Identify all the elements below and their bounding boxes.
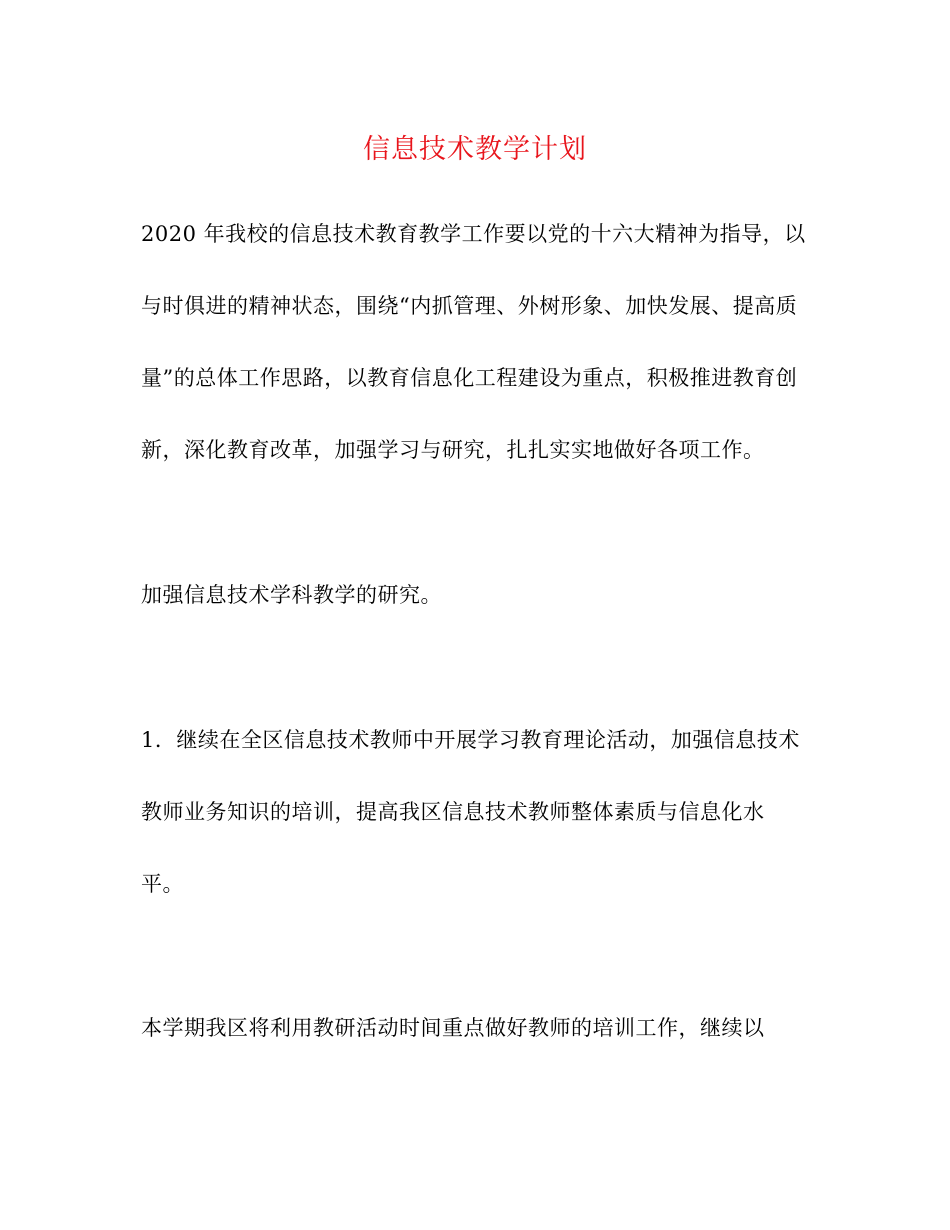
- paragraph-line: 加强信息技术学科教学的研究。: [141, 583, 442, 607]
- paragraph-line: 2020 年我校的信息技术教育教学工作要以党的十六大精神为指导，以: [141, 222, 806, 246]
- paragraph-line: 与时俱进的精神状态，围绕“内抓管理、外树形象、加快发展、提高质: [141, 294, 798, 318]
- paragraph-line: 平。: [141, 872, 184, 896]
- document-title: 信息技术教学计划: [363, 134, 587, 165]
- paragraph-line: 量”的总体工作思路，以教育信息化工程建设为重点，积极推进教育创: [141, 366, 798, 390]
- paragraph-line: 新，深化教育改革，加强学习与研究，扎扎实实地做好各项工作。: [141, 438, 765, 462]
- paragraph-line: 教师业务知识的培训，提高我区信息技术教师整体素质与信息化水: [141, 800, 765, 824]
- paragraph-line: 1．继续在全区信息技术教师中开展学习教育理论活动，加强信息技术: [141, 728, 800, 752]
- paragraph-line: 本学期我区将利用教研活动时间重点做好教师的培训工作，继续以: [141, 1016, 765, 1040]
